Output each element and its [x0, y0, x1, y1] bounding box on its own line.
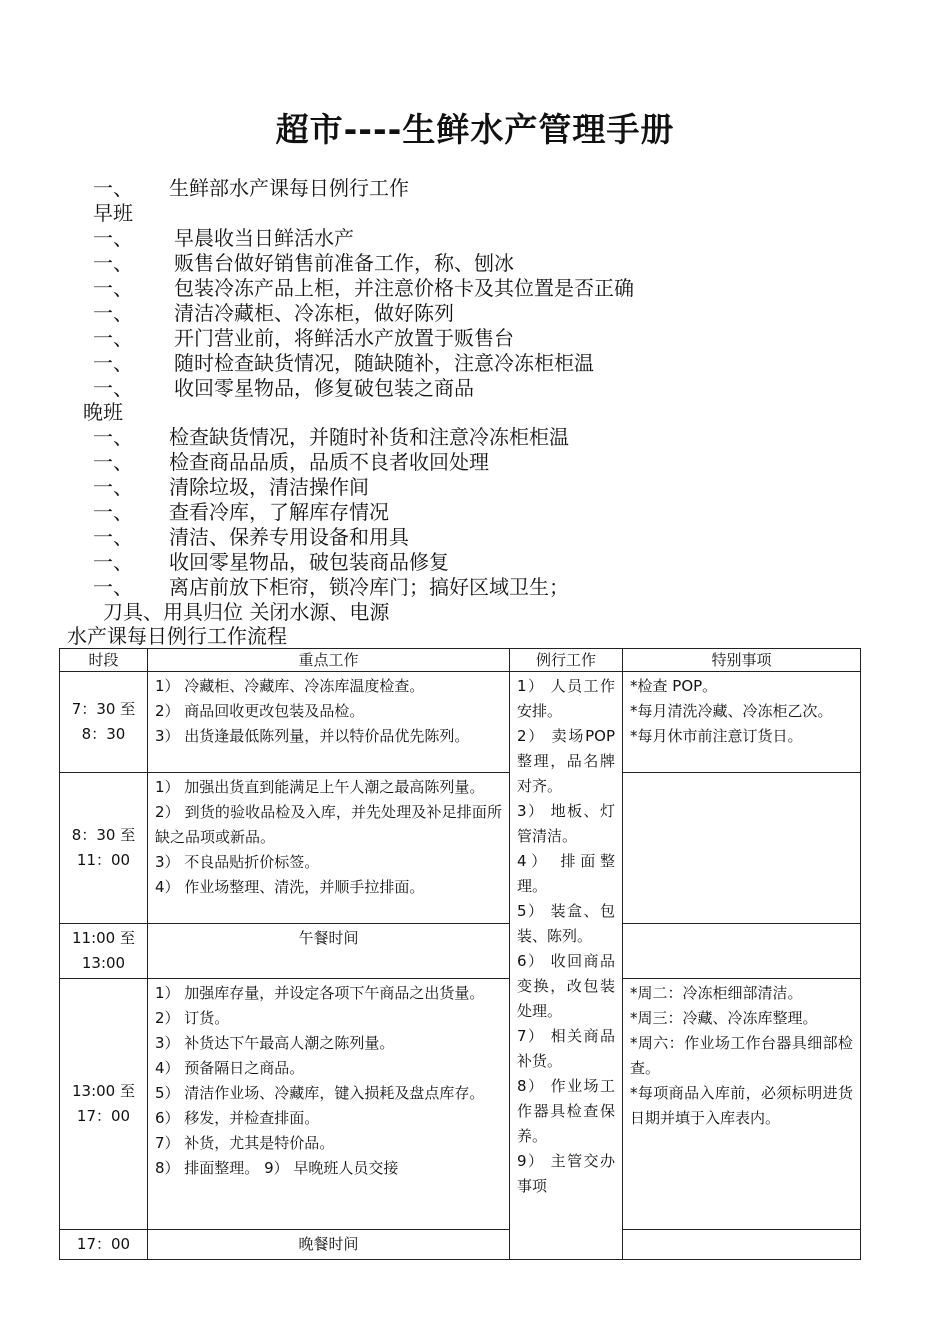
header-special: 特别事项	[623, 649, 861, 672]
time-cell: 8：30 至 11：00	[60, 773, 148, 924]
flow-heading: 水产课每日例行工作流程	[67, 624, 287, 648]
table-row	[60, 924, 861, 979]
section-heading-text: 生鲜部水产课每日例行工作	[169, 176, 409, 200]
time-cell: 11:00 至 13:00	[60, 924, 148, 979]
focus-cell: 1） 加强库存量，并设定各项下午商品之出货量。 2） 订货。 3） 补货达下午最高人潮之陈列量。 4） 预备隔日之商品。 5） 清洁作业场、冷藏库，键入损耗及盘点库存。 6） 移发，并检查排面。 7） 补货，尤其是特价品。 8） 排面整理。 9） 早晚班人员交接	[148, 979, 510, 1230]
focus-cell: 午餐时间	[148, 924, 510, 979]
time-cell: 17：00	[60, 1230, 148, 1260]
evening-shift-label: 晚班	[83, 400, 123, 424]
list-item: 一、 收回零星物品，修复破包装之商品	[93, 376, 474, 400]
list-item: 一、 清洁、保养专用设备和用具	[93, 525, 409, 549]
list-item: 一、 随时检查缺货情况，随缺随补，注意冷冻柜柜温	[93, 351, 594, 375]
list-item: 一、 离店前放下柜帘，锁冷库门；搞好区域卫生；	[93, 575, 569, 599]
morning-shift-label: 早班	[93, 201, 133, 225]
table-header-row	[60, 649, 861, 672]
list-item: 一、 包装冷冻产品上柜，并注意价格卡及其位置是否正确	[93, 276, 634, 300]
document-title: 超市----生鲜水产管理手册	[275, 110, 675, 149]
list-item: 一、 检查缺货情况，并随时补货和注意冷冻柜柜温	[93, 425, 569, 449]
header-time: 时段	[60, 649, 148, 672]
time-cell: 13:00 至 17：00	[60, 979, 148, 1230]
list-item: 一、 查看冷库，了解库存情况	[93, 500, 389, 524]
list-item: 一、 清洁冷藏柜、冷冻柜，做好陈列	[93, 301, 454, 325]
header-routine: 例行工作	[510, 649, 623, 672]
table-row	[60, 1230, 861, 1260]
list-item: 一、 收回零星物品，破包装商品修复	[93, 550, 449, 574]
table-row	[60, 979, 861, 1230]
special-cell: *检查 POP。 *每月清洗冷藏、冷冻柜乙次。 *每月休市前注意订货日。	[623, 672, 861, 773]
list-item: 一、 开门营业前，将鲜活水产放置于贩售台	[93, 326, 514, 350]
focus-cell: 1） 加强出货直到能满足上午人潮之最高陈列量。 2） 到货的验收品检及入库，并先处理及补足排面所缺之品项或新品。 3） 不良品贴折价标签。 4） 作业场整理、清洗，并顺手拉排面。	[148, 773, 510, 924]
section-heading	[93, 176, 693, 200]
table-row	[60, 773, 861, 924]
section-marker: 一、	[93, 176, 133, 200]
list-item: 一、 贩售台做好销售前准备工作，称、刨冰	[93, 251, 514, 275]
list-item: 一、 早晨收当日鲜活水产	[93, 226, 354, 250]
focus-cell: 1） 冷藏柜、冷藏库、冷冻库温度检查。 2） 商品回收更改包装及品检。 3） 出货逢最低陈列量，并以特价品优先陈列。	[148, 672, 510, 773]
special-cell	[623, 924, 861, 979]
list-item: 一、 清除垃圾，清洁操作间	[93, 475, 369, 499]
special-cell	[623, 773, 861, 924]
routine-cell: 1） 人员工作安排。 2） 卖场POP 整理，品名牌对齐。 3） 地板、灯管清洁。 4） 排面整理。 5） 装盒、包装、陈列。 6） 收回商品变换，改包装处理。 7） 相关商品补货。 8） 作业场工作器具检查保养。 9） 主管交办事项	[510, 672, 623, 1260]
time-cell: 7：30 至 8：30	[60, 672, 148, 773]
workflow-table	[59, 648, 861, 1260]
list-item: 一、 检查商品品质，品质不良者收回处理	[93, 450, 489, 474]
table-row	[60, 672, 861, 773]
special-cell: *周二：冷冻柜细部清洁。 *周三：冷藏、冷冻库整理。 *周六：作业场工作台器具细部检查。 *每项商品入库前，必须标明进货日期并填于入库表内。	[623, 979, 861, 1230]
header-focus: 重点工作	[148, 649, 510, 672]
special-cell	[623, 1230, 861, 1260]
focus-cell: 晚餐时间	[148, 1230, 510, 1260]
evening-continuation: 刀具、用具归位 关闭水源、电源	[103, 600, 390, 624]
